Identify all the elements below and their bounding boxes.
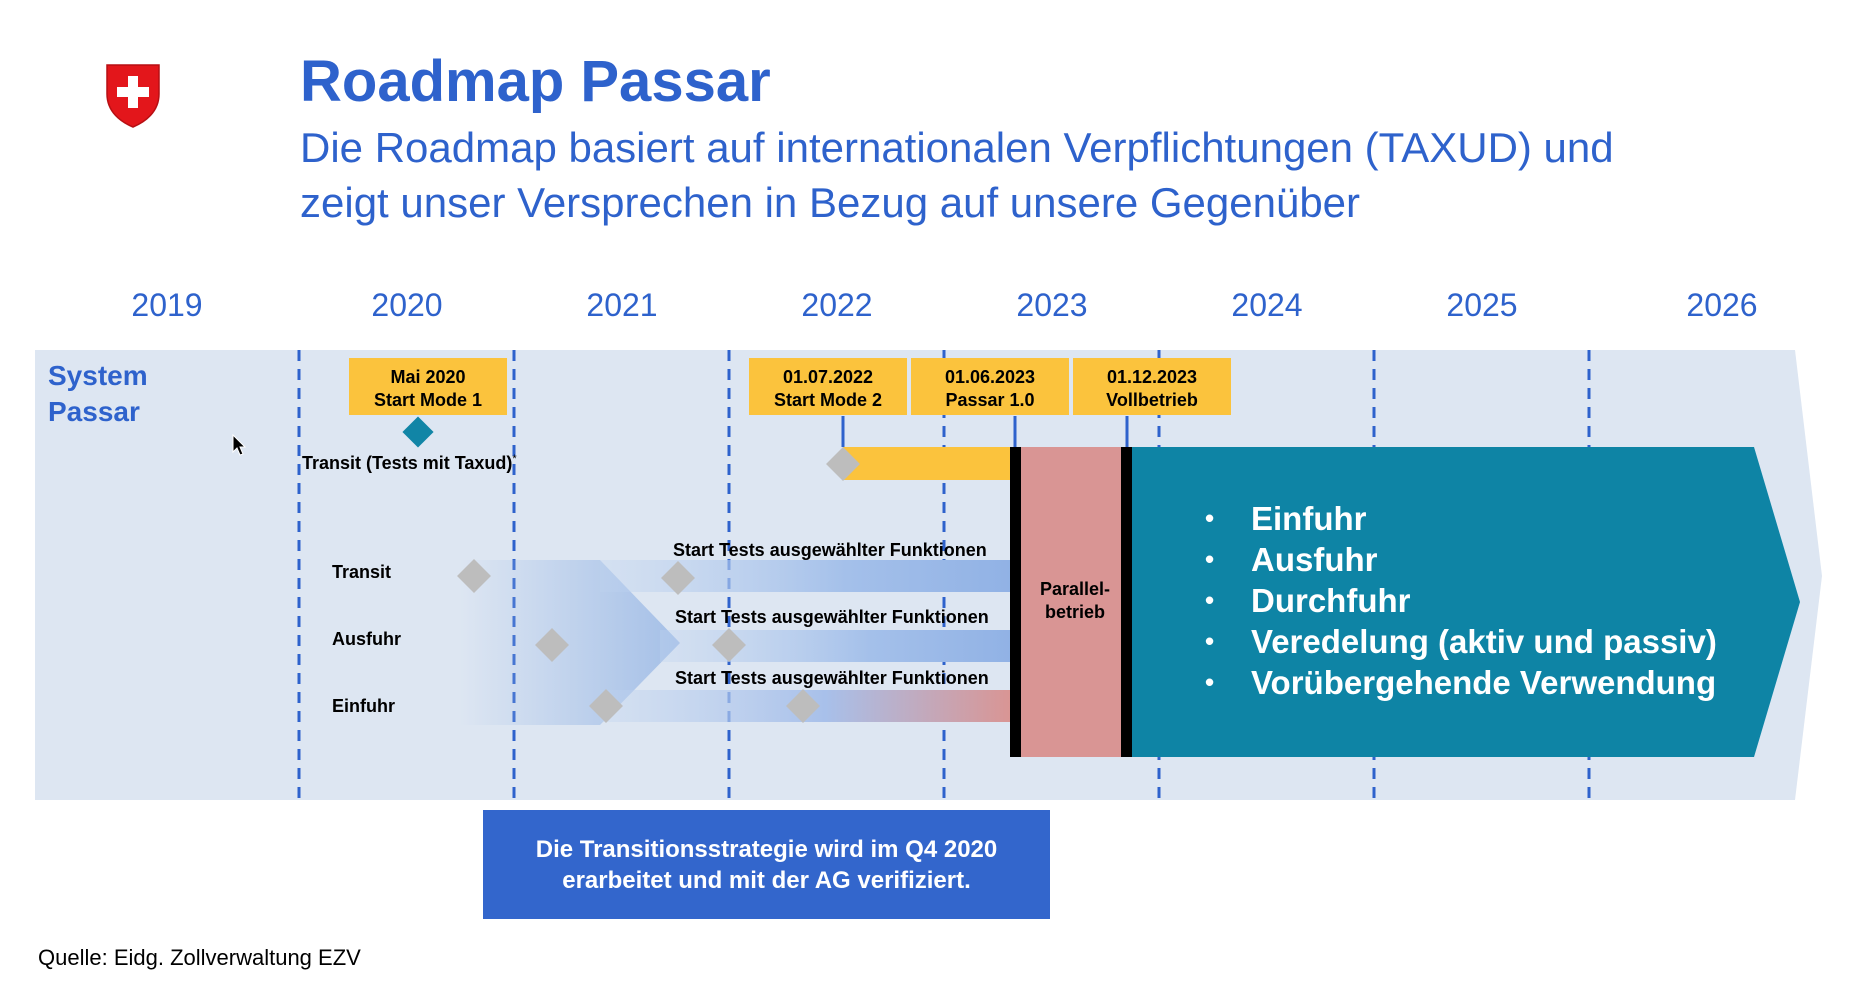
list-item: • Veredelung (aktiv und passiv) <box>1205 621 1717 662</box>
year-label: 2019 <box>131 287 203 323</box>
parallel-operation-label: Parallel- betrieb <box>1039 579 1111 622</box>
milestone-passar-1-0: 01.06.2023 Passar 1.0 <box>911 358 1069 415</box>
milestone-start-mode-2: 01.07.2022 Start Mode 2 <box>749 358 907 415</box>
row-label-einfuhr: Einfuhr <box>332 696 395 716</box>
list-item: • Durchfuhr <box>1205 580 1717 621</box>
year-label: 2020 <box>371 287 443 323</box>
list-item: • Einfuhr <box>1205 498 1717 539</box>
year-label: 2026 <box>1686 287 1758 323</box>
list-item: • Ausfuhr <box>1205 539 1717 580</box>
subtitle-line-1: Die Roadmap basiert auf internationalen Verpflichtungen (TAXUD) und <box>300 124 1614 171</box>
final-arrow-list <box>1205 498 1717 703</box>
subtitle-line-2: zeigt unser Versprechen in Bezug auf unsere Gegenüber <box>300 179 1361 226</box>
source-note: Quelle: Eidg. Zollverwaltung EZV <box>38 945 361 970</box>
year-label: 2022 <box>801 287 873 323</box>
start-tests-label-ausfuhr: Start Tests ausgewählter Funktionen <box>675 607 989 627</box>
list-item: • Vorübergehende Verwendung <box>1205 662 1717 703</box>
row-label-ausfuhr: Ausfuhr <box>332 629 401 649</box>
year-label: 2025 <box>1446 287 1518 323</box>
transit-tests-label: Transit (Tests mit Taxud)* <box>302 453 517 473</box>
year-label: 2021 <box>586 287 658 323</box>
row-label-transit: Transit <box>332 562 392 582</box>
year-label: 2023 <box>1016 287 1088 323</box>
ausfuhr-bar <box>660 630 1010 662</box>
system-label: System Passar <box>48 360 148 427</box>
start-tests-label-transit: Start Tests ausgewählter Funktionen <box>673 540 987 560</box>
year-label: 2024 <box>1231 287 1303 323</box>
milestone-mai-2020: Mai 2020 Start Mode 1 <box>349 358 507 415</box>
start-tests-label-einfuhr: Start Tests ausgewählter Funktionen <box>675 668 989 688</box>
mode2-bar <box>843 447 1010 480</box>
transition-strategy-note: Die Transitionsstrategie wird im Q4 2020 erarbeitet und mit der AG verifiziert. <box>483 810 1050 919</box>
mouse-pointer-icon <box>232 434 248 458</box>
transit-bar <box>600 560 1010 592</box>
milestone-vollbetrieb: 01.12.2023 Vollbetrieb <box>1073 358 1231 415</box>
page-title: Roadmap Passar <box>300 49 771 114</box>
